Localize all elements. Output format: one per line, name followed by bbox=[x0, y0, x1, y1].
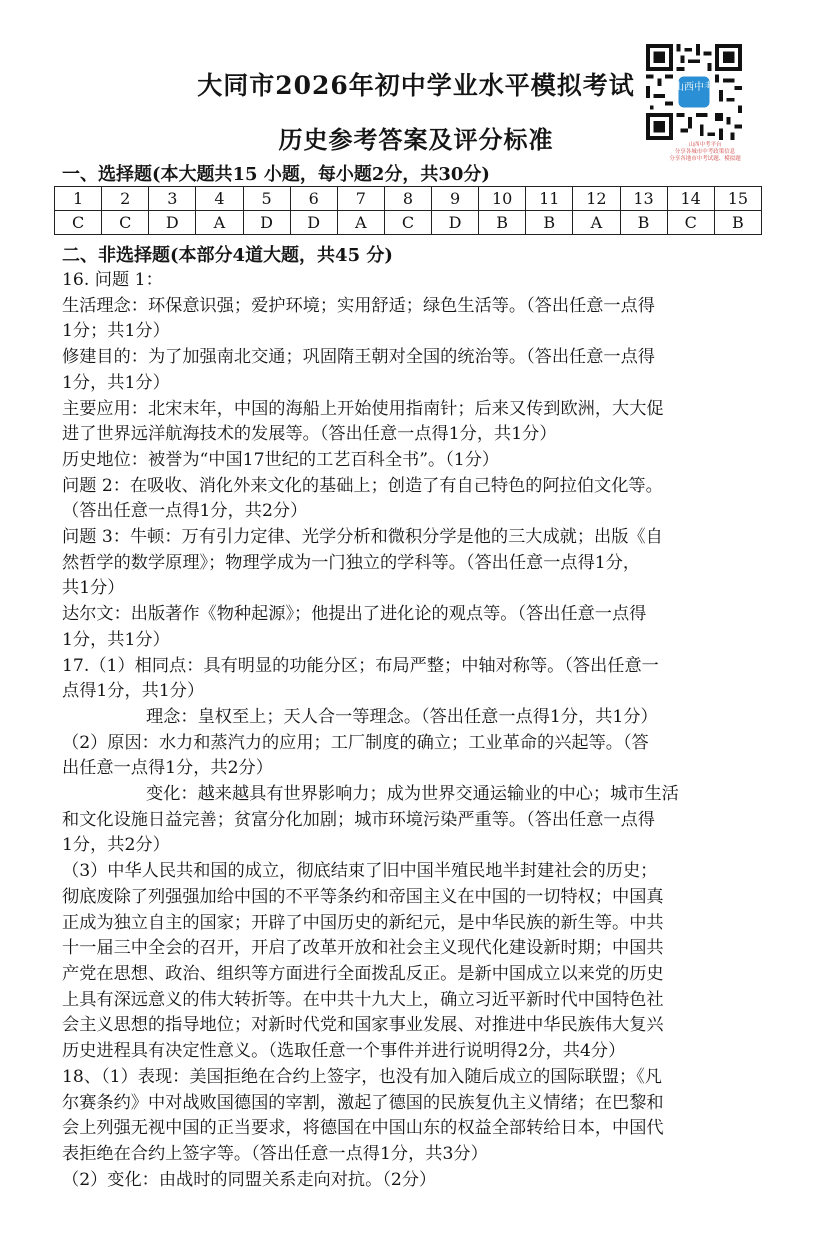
question-number-row bbox=[55, 187, 762, 211]
answer-cell: B bbox=[479, 211, 526, 235]
answer-line: 生活理念：环保意识强；爱护环境；实用舒适；绿色生活等。（答出任意一点得 bbox=[62, 295, 655, 316]
answer-line: 和文化设施日益完善；贫富分化加剧；城市环境污染严重等。（答出任意一点得 bbox=[62, 809, 655, 830]
answer-cell: C bbox=[102, 211, 149, 235]
answer-line: 问题 2：在吸收、消化外来文化的基础上；创造了有自己特色的阿拉伯文化等。 bbox=[62, 475, 663, 496]
question-number: 10 bbox=[479, 187, 526, 211]
answer-line: （2）变化：由战时的同盟关系走向对抗。（2分） bbox=[62, 1169, 437, 1190]
answer-line: 主要应用：北宋末年，中国的海船上开始使用指南针；后来又传到欧洲，大大促 bbox=[62, 398, 664, 419]
answer-line: 点得1分，共1分） bbox=[62, 681, 205, 702]
answer-line: 17.（1）相同点：具有明显的功能分区；布局严整；中轴对称等。（答出任意一 bbox=[62, 655, 659, 676]
question-number: 4 bbox=[196, 187, 243, 211]
answer-line: （答出任意一点得1分，共2分） bbox=[62, 501, 308, 522]
answer-line: 历史地位：被誉为“中国17世纪的工艺百科全书”。（1分） bbox=[62, 449, 500, 470]
answer-cell: C bbox=[384, 211, 431, 235]
answer-cell: D bbox=[243, 211, 290, 235]
answer-cell: D bbox=[290, 211, 337, 235]
answer-line: 会主义思想的指导地位；对新时代党和国家事业发展、对推进中华民族伟大复兴 bbox=[62, 1015, 664, 1036]
answer-cell: D bbox=[149, 211, 196, 235]
section2-heading: 二、非选择题(本部分4道大题，共45 分) bbox=[62, 245, 393, 266]
question-number: 1 bbox=[55, 187, 102, 211]
answer-line: 产党在思想、政治、组织等方面进行全面拨乱反正。是新中国成立以来党的历史 bbox=[62, 963, 664, 984]
answer-line: 18、（1）表现：美国拒绝在合约上签字，也没有加入随后成立的国际联盟；《凡 bbox=[62, 1066, 662, 1087]
answer-body bbox=[62, 268, 758, 1193]
answer-line: 达尔文：出版著作《物种起源》；他提出了进化论的观点等。（答出任意一点得 bbox=[62, 604, 647, 625]
exam-title: 大同市2026年初中学业水平模拟考试 bbox=[197, 71, 635, 100]
answer-line: 共1分） bbox=[62, 578, 125, 599]
answer-line: 变化：越来越具有世界影响力；成为世界交通运输业的中心；城市生活 bbox=[146, 784, 679, 805]
answer-line: 1分，共1分） bbox=[62, 629, 170, 650]
answer-row bbox=[55, 211, 762, 235]
answer-line: 尔赛条约》中对战败国德国的宰割，激起了德国的民族复仇主义情绪；在巴黎和 bbox=[62, 1092, 664, 1113]
qr-code-icon bbox=[646, 44, 742, 140]
question-number: 7 bbox=[337, 187, 384, 211]
answer-line: 正成为独立自主的国家；开辟了中国历史的新纪元，是中华民族的新生等。中共 bbox=[62, 912, 664, 933]
answer-line: （3）中华人民共和国的成立，彻底结束了旧中国半殖民地半封建社会的历史； bbox=[62, 861, 658, 882]
answer-table bbox=[54, 186, 762, 235]
question-number: 8 bbox=[384, 187, 431, 211]
answer-cell: A bbox=[196, 211, 243, 235]
qr-caption: 山西中考平台 分享各城市中考政策信息 分享各地市中考试题、模拟题 bbox=[669, 142, 741, 162]
section1-heading: 一、选择题(本大题共15 小题，每小题2分，共30分) bbox=[62, 164, 490, 185]
answer-key-title: 历史参考答案及评分标准 bbox=[278, 125, 554, 154]
answer-line: （2）原因：水力和蒸汽力的应用；工厂制度的确立；工业革命的兴起等。（答 bbox=[62, 732, 649, 753]
answer-cell: A bbox=[573, 211, 620, 235]
answer-line: 历史进程具有决定性意义。（选取任意一个事件并进行说明得2分，共4分） bbox=[62, 1041, 626, 1062]
answer-line: 1分，共2分） bbox=[62, 835, 170, 856]
question-number: 6 bbox=[290, 187, 337, 211]
answer-line: 16. 问题 1： bbox=[62, 270, 163, 290]
question-number: 12 bbox=[573, 187, 620, 211]
answer-line: 理念：皇权至上；天人合一等理念。（答出任意一点得1分，共1分） bbox=[146, 706, 658, 727]
question-number: 14 bbox=[667, 187, 714, 211]
answer-line: 1分；共1分） bbox=[62, 321, 170, 342]
question-number: 3 bbox=[149, 187, 196, 211]
answer-line: 1分，共1分） bbox=[62, 372, 170, 393]
answer-line: 彻底废除了列强强加给中国的不平等条约和帝国主义在中国的一切特权；中国真 bbox=[62, 886, 664, 907]
question-number: 5 bbox=[243, 187, 290, 211]
question-number: 11 bbox=[526, 187, 573, 211]
answer-line: 然哲学的数学原理》；物理学成为一门独立的学科等。（答出任意一点得1分， bbox=[62, 552, 641, 573]
answer-cell: C bbox=[667, 211, 714, 235]
answer-line: 修建目的：为了加强南北交通；巩固隋王朝对全国的统治等。（答出任意一点得 bbox=[62, 347, 655, 368]
qr-logo-text: 山西中考 bbox=[674, 82, 714, 94]
answer-line: 出任意一点得1分，共2分） bbox=[62, 758, 273, 779]
answer-cell: B bbox=[714, 211, 761, 235]
answer-cell: C bbox=[55, 211, 102, 235]
question-number: 13 bbox=[620, 187, 667, 211]
question-number: 2 bbox=[102, 187, 149, 211]
answer-cell: A bbox=[337, 211, 384, 235]
question-number: 15 bbox=[714, 187, 761, 211]
answer-line: 问题 3：牛顿：万有引力定律、光学分析和微积分学是他的三大成就；出版《自 bbox=[62, 527, 663, 548]
answer-line: 会上列强无视中国的正当要求，将德国在中国山东的权益全部转给日本，中国代 bbox=[62, 1118, 664, 1139]
answer-line: 表拒绝在合约上签字等。（答出任意一点得1分，共3分） bbox=[62, 1143, 488, 1164]
question-number: 9 bbox=[432, 187, 479, 211]
answer-line: 进了世界远洋航海技术的发展等。（答出任意一点得1分，共1分） bbox=[62, 424, 557, 445]
answer-cell: D bbox=[432, 211, 479, 235]
answer-cell: B bbox=[526, 211, 573, 235]
answer-line: 十一届三中全会的召开，开启了改革开放和社会主义现代化建设新时期；中国共 bbox=[62, 938, 664, 959]
answer-line: 上具有深远意义的伟大转折等。在中共十九大上，确立习近平新时代中国特色社 bbox=[62, 989, 664, 1010]
answer-cell: B bbox=[620, 211, 667, 235]
